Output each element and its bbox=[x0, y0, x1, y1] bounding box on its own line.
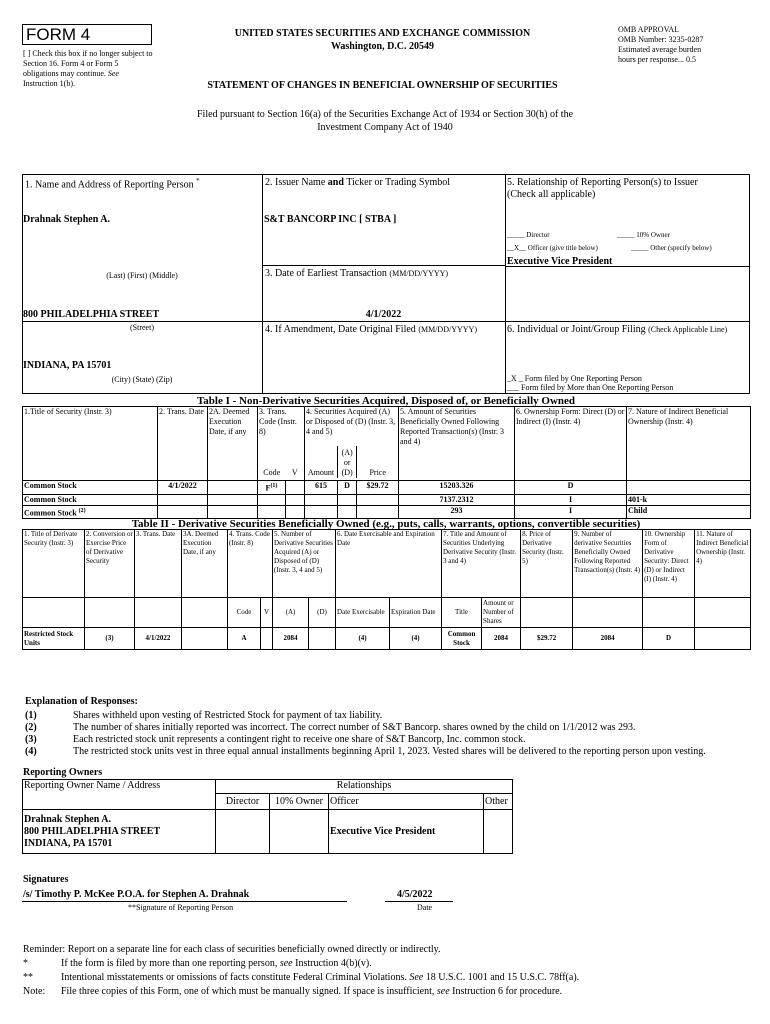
ro-col-ten-pct: 10% Owner bbox=[270, 794, 329, 810]
t2-r-a: 2084 bbox=[273, 628, 309, 650]
footnote-dstar bbox=[23, 972, 743, 984]
footnote-star bbox=[23, 958, 743, 970]
t1-r2-code bbox=[258, 505, 286, 519]
filing-more[interactable]: ___ Form filed by More than One Reporting Person bbox=[507, 383, 674, 392]
t1-r1-nature: 401-k bbox=[627, 494, 751, 505]
t1-sub-amount: Amount bbox=[307, 468, 335, 477]
statement-title: STATEMENT OF CHANGES IN BENEFICIAL OWNERSHIP OF SECURITIES bbox=[207, 80, 558, 91]
t2-r-exercisable: (4) bbox=[336, 628, 390, 650]
t1-h-deemed: 2A. Deemed Execution Date, if any bbox=[208, 407, 258, 481]
expl-text-2: The number of shares initially reported was incorrect. The correct number of S&T Bancorp. shares owned by the child on 1/1/2012 was 293. bbox=[73, 722, 636, 733]
t1-r0-amount: 615 bbox=[305, 481, 338, 495]
t2-r-conversion: (3) bbox=[85, 628, 135, 650]
footnote-note bbox=[23, 986, 753, 998]
t2-r-nature bbox=[695, 628, 751, 650]
box3-format: (MM/DD/YYYY) bbox=[389, 269, 449, 278]
t1-sub-price: Price bbox=[369, 468, 386, 477]
footnote-dstar-text bbox=[61, 972, 579, 984]
table2-title: Table II - Derivative Securities Beneficially Owned (e.g., puts, calls, warrants, options, convertible securities) bbox=[131, 518, 641, 530]
star-text-b: Instruction 4(b)(v). bbox=[292, 958, 372, 969]
form-title: FORM 4 bbox=[26, 25, 91, 44]
t2-h-form: 10. Ownership Form of Derivative Security: Direct (D) or Indirect (I) (Instr. 4) bbox=[643, 530, 695, 598]
box5-label bbox=[507, 177, 747, 201]
signatures-heading: Signatures bbox=[23, 874, 69, 885]
burden-line1: Estimated average burden bbox=[618, 45, 702, 54]
t2-h-nature: 11. Nature of Indirect Beneficial Ownership (Instr. 4) bbox=[695, 530, 751, 598]
reporting-owners-heading: Reporting Owners bbox=[23, 767, 103, 778]
reporting-person-name: Drahnak Stephen A. bbox=[23, 214, 110, 225]
t2-h-exercise: 6. Date Exercisable and Expiration Date bbox=[336, 530, 442, 598]
t1-r2-title bbox=[23, 505, 158, 519]
t2-r-code: A bbox=[228, 628, 261, 650]
t1-r0-v bbox=[286, 481, 305, 495]
t1-r0-code-val: F bbox=[265, 483, 271, 493]
t2-sub-title: Title bbox=[442, 598, 482, 628]
t1-r2-owned: 293 bbox=[399, 505, 515, 519]
rel-officer[interactable]: __X__ Officer (give title below) bbox=[507, 244, 598, 252]
ro-col-relationships: Relationships bbox=[216, 780, 513, 794]
t1-r2-form: I bbox=[515, 505, 627, 519]
expl-num-3: (3) bbox=[25, 734, 37, 745]
t2-r-title: Restricted Stock Units bbox=[23, 628, 85, 650]
t2-r-underlying-amount: 2084 bbox=[482, 628, 521, 650]
burden-line2: hours per response... 0.5 bbox=[618, 55, 696, 64]
t1-r2-deemed bbox=[208, 505, 258, 519]
expl-text-1: Shares withheld upon vesting of Restricted Stock for payment of tax liability. bbox=[73, 710, 383, 721]
signature-text: /s/ Timothy P. McKee P.O.A. for Stephen A. Drahnak bbox=[23, 889, 250, 900]
signature-date: 4/5/2022 bbox=[397, 889, 433, 900]
t2-r-price: $29.72 bbox=[521, 628, 573, 650]
t1-sub-aord: (A) or (D) bbox=[337, 446, 357, 478]
t1-h-nature: 7. Nature of Indirect Beneficial Ownership (Instr. 4) bbox=[627, 407, 751, 481]
box5-label-line1: 5. Relationship of Reporting Person(s) to Issuer bbox=[507, 177, 698, 188]
box1-label bbox=[25, 177, 200, 191]
t2-r-expiration: (4) bbox=[390, 628, 442, 650]
t1-h-code-text: 3. Trans. Code (Instr. 8) bbox=[259, 407, 297, 436]
ro-owner-street: 800 PHILADELPHIA STREET bbox=[24, 825, 161, 837]
ro-officer-value: Executive Vice President bbox=[329, 810, 484, 854]
t2-h-deemed: 3A. Deemed Execution Date, if any bbox=[182, 530, 228, 598]
t1-r0-nature bbox=[627, 481, 751, 495]
box6-label-text: 6. Individual or Joint/Group Filing bbox=[507, 324, 649, 335]
dstar-text-a: Intentional misstatements or omissions of facts constitute Federal Criminal Violations. bbox=[61, 972, 410, 983]
reminder: Reminder: Report on a separate line for each class of securities beneficially owned directly or indirectly. bbox=[23, 944, 441, 955]
t2-sub-a: (A) bbox=[273, 598, 309, 628]
date-caption: Date bbox=[417, 903, 433, 912]
table-row bbox=[23, 628, 751, 650]
box1-mark: * bbox=[196, 177, 200, 185]
filed-pursuant-line2: Investment Company Act of 1940 bbox=[317, 122, 453, 133]
footnote-note-label: Note: bbox=[23, 986, 46, 997]
t2-r-form: D bbox=[643, 628, 695, 650]
see-label: See bbox=[107, 69, 119, 78]
t1-h-acquired-text: 4. Securities Acquired (A) or Disposed of (D) (Instr. 3, 4 and 5) bbox=[306, 407, 396, 436]
t1-r2-aord bbox=[338, 505, 357, 519]
checkbox-note[interactable] bbox=[23, 49, 153, 89]
ro-owner-name: Drahnak Stephen A. bbox=[24, 813, 111, 825]
t1-r1-v bbox=[286, 494, 305, 505]
t2-r-v bbox=[261, 628, 273, 650]
officer-title: Executive Vice President bbox=[507, 256, 613, 267]
explanations-list bbox=[25, 710, 735, 758]
note-text-a: File three copies of this Form, one of which must be manually signed. If space is insufficient, bbox=[61, 986, 437, 997]
box6-label bbox=[507, 324, 747, 336]
expl-num-4: (4) bbox=[25, 746, 37, 757]
star-text-a: If the form is filed by more than one reporting person, bbox=[61, 958, 280, 969]
footnote-star-text bbox=[61, 958, 372, 970]
issuer-name: S&T BANCORP INC [ STBA ] bbox=[264, 214, 397, 225]
t2-sub-amount-shares: Amount or Number of Shares bbox=[482, 598, 521, 628]
city-caption: (City) (State) (Zip) bbox=[111, 375, 173, 384]
expl-text-4: The restricted stock units vest in three equal annual installments beginning April 1, 2023. Vested shares will be delivered to the reporting person upon vesting. bbox=[73, 746, 706, 757]
box3-label bbox=[265, 268, 448, 280]
t2-h-owned: 9. Number of derivative Securities Beneficially Owned Following Reported Transaction(s) (Instr. 4) bbox=[573, 530, 643, 598]
t1-r1-amount bbox=[305, 494, 338, 505]
box4-label bbox=[265, 324, 477, 336]
box2-label-and: and bbox=[327, 177, 344, 188]
t1-r2-date bbox=[158, 505, 208, 519]
t1-r1-price bbox=[357, 494, 399, 505]
t1-r0-aord: D bbox=[338, 481, 357, 495]
rel-other[interactable]: _____ Other (specify below) bbox=[631, 244, 712, 252]
box2-label-a: 2. Issuer Name bbox=[265, 177, 328, 188]
instruction-ref: Instruction 1(b). bbox=[23, 79, 75, 88]
reporting-city: INDIANA, PA 15701 bbox=[23, 360, 112, 371]
box4-format: (MM/DD/YYYY) bbox=[418, 325, 477, 334]
table-row bbox=[23, 494, 751, 505]
t1-sub-v: V bbox=[291, 468, 298, 477]
t2-sub-d: (D) bbox=[309, 598, 336, 628]
expl-num-2: (2) bbox=[25, 722, 37, 733]
omb-block bbox=[618, 25, 758, 65]
t2-h-conversion: 2. Conversion or Exercise Price of Derivative Security bbox=[85, 530, 135, 598]
t1-r1-owned: 7137.2312 bbox=[399, 494, 515, 505]
t2-r-d bbox=[309, 628, 336, 650]
t1-r0-date: 4/1/2022 bbox=[158, 481, 208, 495]
dstar-see: See bbox=[409, 972, 424, 983]
t1-r2-title-val: Common Stock bbox=[24, 508, 77, 518]
reporting-owners-table bbox=[22, 779, 513, 854]
table1 bbox=[22, 406, 751, 519]
agency-name: UNITED STATES SECURITIES AND EXCHANGE COMMISSION bbox=[234, 28, 531, 39]
checkbox-note-text: [ ] Check this box if no longer subject to Section 16. Form 4 or Form 5 obligations may continue. bbox=[23, 49, 153, 78]
t1-r1-deemed bbox=[208, 494, 258, 505]
ro-col-director: Director bbox=[216, 794, 270, 810]
note-text-b: Instruction 6 for procedure. bbox=[449, 986, 563, 997]
t1-r2-price bbox=[357, 505, 399, 519]
dstar-text-b: 18 U.S.C. 1001 and 15 U.S.C. 78ff(a). bbox=[423, 972, 580, 983]
expl-text-3: Each restricted stock unit represents a contingent right to receive one share of S&T Bancorp, Inc. common stock. bbox=[73, 734, 526, 745]
star-see: see bbox=[279, 958, 293, 969]
t2-h-date: 3. Trans. Date bbox=[135, 530, 182, 598]
list-item bbox=[25, 710, 735, 722]
box6-note: (Check Applicable Line) bbox=[648, 325, 728, 334]
filed-pursuant-line1: Filed pursuant to Section 16(a) of the Securities Exchange Act of 1934 or Section 30(h) of the bbox=[196, 109, 574, 120]
t1-h-owned: 5. Amount of Securities Beneficially Owned Following Reported Transaction(s) (Instr. 3 and 4) bbox=[399, 407, 515, 481]
table1-title: Table I - Non-Derivative Securities Acquired, Disposed of, or Beneficially Owned bbox=[196, 395, 576, 407]
t1-r1-title: Common Stock bbox=[23, 494, 158, 505]
t2-h-underlying: 7. Title and Amount of Securities Underlying Derivative Security (Instr. 3 and 4) bbox=[442, 530, 521, 598]
table2 bbox=[22, 529, 751, 650]
omb-number: OMB Number: 3235-0287 bbox=[618, 35, 704, 44]
footnote-note-text bbox=[61, 986, 562, 998]
table-row bbox=[23, 810, 513, 854]
list-item bbox=[25, 722, 735, 734]
list-item bbox=[25, 746, 735, 758]
t2-h-code: 4. Trans. Code (Instr. 8) bbox=[228, 530, 273, 598]
t1-r0-price: $29.72 bbox=[357, 481, 399, 495]
t1-r2-v bbox=[286, 505, 305, 519]
t2-r-underlying-title: Common Stock bbox=[442, 628, 482, 650]
t2-sub-code: Code bbox=[228, 598, 261, 628]
ro-owner-city: INDIANA, PA 15701 bbox=[24, 837, 113, 849]
ro-col-other: Other bbox=[484, 794, 513, 810]
t1-r2-amount bbox=[305, 505, 338, 519]
t2-h-price: 8. Price of Derivative Security (Instr. 5) bbox=[521, 530, 573, 598]
note-see: see bbox=[436, 986, 450, 997]
box2-label bbox=[265, 177, 450, 189]
footnote-dstar-label: ** bbox=[23, 972, 33, 983]
t1-r1-form: I bbox=[515, 494, 627, 505]
t2-r-owned: 2084 bbox=[573, 628, 643, 650]
filing-one[interactable]: _X _ Form filed by One Reporting Person bbox=[507, 374, 642, 383]
ro-owner-address bbox=[23, 810, 216, 854]
t1-sub-code: Code bbox=[263, 468, 281, 477]
t2-sub-v: V bbox=[261, 598, 273, 628]
ro-col-officer: Officer bbox=[329, 794, 484, 810]
omb-approval: OMB APPROVAL bbox=[618, 25, 679, 34]
t2-r-date: 4/1/2022 bbox=[135, 628, 182, 650]
t1-r0-code-note: (1) bbox=[270, 483, 278, 489]
t1-r0-code bbox=[258, 481, 286, 495]
t2-r-deemed bbox=[182, 628, 228, 650]
expl-num-1: (1) bbox=[25, 710, 37, 721]
t1-h-acquired bbox=[305, 407, 399, 481]
street-caption: (Street) bbox=[130, 323, 154, 332]
t1-h-title: 1.Title of Security (Instr. 3) bbox=[23, 407, 158, 481]
t1-h-form: 6. Ownership Form: Direct (D) or Indirect (I) (Instr. 4) bbox=[515, 407, 627, 481]
agency-city: Washington, D.C. 20549 bbox=[330, 41, 435, 52]
t1-h-code bbox=[258, 407, 305, 481]
signature-caption: **Signature of Reporting Person bbox=[128, 903, 234, 912]
t2-h-number: 5. Number of Derivative Securities Acquired (A) or Disposed of (D) (Instr. 3, 4 and 5) bbox=[273, 530, 336, 598]
rel-ten-pct[interactable]: _____ 10% Owner bbox=[617, 231, 670, 239]
t1-r2-nature: Child bbox=[627, 505, 751, 519]
box1-label-text: 1. Name and Address of Reporting Person bbox=[25, 179, 194, 191]
list-item bbox=[25, 734, 735, 746]
t2-sub-exercisable: Date Exercisable bbox=[336, 598, 390, 628]
t2-sub-expiration: Expiration Date bbox=[390, 598, 442, 628]
t1-r2-title-note: (2) bbox=[78, 507, 86, 514]
table-row bbox=[23, 481, 751, 495]
table-row bbox=[23, 505, 751, 519]
t1-r0-deemed bbox=[208, 481, 258, 495]
t1-r1-aord bbox=[338, 494, 357, 505]
t1-r1-date bbox=[158, 494, 208, 505]
name-caption: (Last) (First) (Middle) bbox=[106, 271, 178, 280]
t1-r1-code bbox=[258, 494, 286, 505]
footnote-star-label: * bbox=[23, 958, 28, 969]
explanations-heading: Explanation of Responses: bbox=[25, 696, 138, 707]
t1-r0-title: Common Stock bbox=[23, 481, 158, 495]
box5-label-line2: (Check all applicable) bbox=[507, 189, 596, 200]
reporting-street: 800 PHILADELPHIA STREET bbox=[23, 309, 160, 320]
reporting-info-grid bbox=[22, 174, 750, 394]
box3-label-text: 3. Date of Earliest Transaction bbox=[265, 268, 390, 279]
rel-director[interactable]: _____ Director bbox=[507, 231, 550, 239]
box4-label-text: 4. If Amendment, Date Original Filed bbox=[265, 324, 419, 335]
t1-r0-owned: 15203.326 bbox=[399, 481, 515, 495]
t1-r0-form: D bbox=[515, 481, 627, 495]
earliest-date: 4/1/2022 bbox=[365, 309, 402, 320]
box2-label-b: Ticker or Trading Symbol bbox=[343, 177, 451, 188]
t2-h-title: 1. Title of Derivate Security (Instr. 3) bbox=[23, 530, 85, 598]
t1-h-date: 2. Trans. Date bbox=[158, 407, 208, 481]
ro-col-name: Reporting Owner Name / Address bbox=[23, 780, 216, 810]
